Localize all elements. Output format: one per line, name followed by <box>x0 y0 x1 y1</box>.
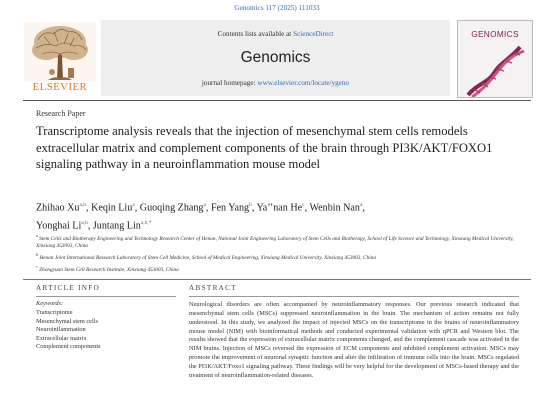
journal-reference[interactable]: Genomics 117 (2025) 111033 <box>234 4 320 12</box>
author-list: Zhihao Xu$^{a,b}$, Keqin Liu$^a$, Guoqing Zhang$^a$, Fen Yang$^b$, Ya’’nan He$^c$, Wenbin Nan$^a$, Yonghai Li$^{a,b}$, Juntang Lin$^{a,b,*}$ <box>36 202 365 232</box>
sciencedirect-link[interactable]: ScienceDirect <box>293 30 334 38</box>
cover-title: GENOMICS <box>471 29 519 39</box>
header-divider <box>23 100 531 101</box>
affiliation-item <box>36 232 516 251</box>
author-affiliation-mark: c <box>302 202 305 208</box>
homepage-prefix: journal homepage: <box>201 79 258 87</box>
author-affiliation-mark: a,b <box>79 202 87 208</box>
journal-homepage-link[interactable]: www.elsevier.com/locate/ygeno <box>257 79 350 87</box>
affiliation-text: Zhongyuan Stem Cell Research Institute, Xinxiang 453003, China <box>39 266 179 273</box>
affiliation-mark: c <box>36 263 38 269</box>
abstract-divider <box>189 296 519 297</box>
author-affiliation-mark: a,b <box>81 220 88 227</box>
affiliation-mark: b <box>36 252 38 258</box>
journal-cover-image <box>457 20 533 98</box>
author-name[interactable]: Fen Yang <box>210 202 250 214</box>
keywords-label: Keywords: <box>36 300 64 307</box>
abstract-heading: ABSTRACT <box>189 284 237 292</box>
author-name[interactable]: Guoqing Zhang <box>139 202 204 214</box>
author-affiliation-mark: a <box>203 202 206 208</box>
author-affiliation-mark: a <box>132 202 135 208</box>
journal-homepage-line <box>101 79 450 87</box>
author-name[interactable]: Wenbin Nan <box>309 202 360 214</box>
author-name[interactable]: Juntang Lin <box>92 220 141 232</box>
author-affiliation-mark: a,b,* <box>140 220 152 227</box>
article-info-heading: ARTICLE INFO <box>36 284 101 292</box>
dna-helix-icon <box>458 39 532 97</box>
keyword-item: Neuroinflammation <box>36 326 86 334</box>
journal-title: Genomics <box>240 49 311 66</box>
elsevier-wordmark: ELSEVIER <box>32 82 88 93</box>
paper-title: Transcriptome analysis reveals that the injection of mesenchymal stem cells remodels extracellular matrix and complement components of the brain through PI3K/AKT/FOXO1 signaling pathway in a neuroinflammation mouse model <box>36 124 493 172</box>
affiliation-text: Henan Joint International Research Laboratory of Stem Cell Medicine, School of Medical Engineering, Xinxiang Medical University, Xinxiang 453003, China <box>39 254 377 261</box>
author-affiliation-mark: b <box>249 202 252 208</box>
author-name[interactable]: Keqin Liu <box>91 202 133 214</box>
author-name[interactable]: Zhihao Xu <box>36 202 80 214</box>
affiliation-text: Stem Cells and Biotherapy Engineering and Technology Research Center of Henan, National Joint Engineering Laboratory of Stem Cells and Biotherapy, School of Life Science and Technology, Xinxiang Medical University, Xinxiang 453003, China <box>36 235 514 250</box>
section-divider <box>23 279 531 280</box>
abstract-text: Neurological disorders are often accompanied by neuroinflammatory responses. Our previous research indicated that mesenchymal stem cells (MSCs) suppressed neuroinflammation in the brain. The mechanism of action remains not fully understood. In this study, we analyzed the impact of injected MSCs on the transcriptome in the brains of neuroinflammatory mouse model (NIM) with bioinformatical methods and conducted experimental validation with qPCR and Western blot. The results showed that the expression of extracellular matrix components changed, and the complement cascade was activated in the NIM brains. Injection of MSCs reversed the expression of ECM components and inhibited complement activation. MSCs may promote the improvement of neuronal synaptic function and alter the infiltration of immune cells into the brain. MSCs regulated the PI3K/AKT/Foxo1 signaling pathway. These findings will be very helpful for the development of MSCs-based therapy and the treatment of neuroinflammation-related diseases. <box>189 301 519 379</box>
affiliation-item <box>36 251 516 262</box>
keywords-list <box>36 309 101 352</box>
keyword-item: Complement components <box>36 343 101 351</box>
affiliation-item <box>36 263 516 274</box>
author-name[interactable]: Ya’’nan He <box>256 202 303 214</box>
keyword-item: Mesenchymal stem cells <box>36 317 98 325</box>
article-info-divider <box>36 296 176 297</box>
contents-prefix: Contents lists available at <box>217 30 294 38</box>
keyword-item: Transcriptome <box>36 309 73 316</box>
contents-availability-line <box>101 30 450 38</box>
affiliation-mark: a <box>36 233 38 238</box>
keyword-item: Extracellular matrix <box>36 334 87 342</box>
author-name[interactable]: Yonghai Li <box>36 220 82 232</box>
author-affiliation-mark: a <box>359 202 363 208</box>
affiliation-list <box>36 232 516 274</box>
article-type: Research Paper <box>36 109 86 118</box>
